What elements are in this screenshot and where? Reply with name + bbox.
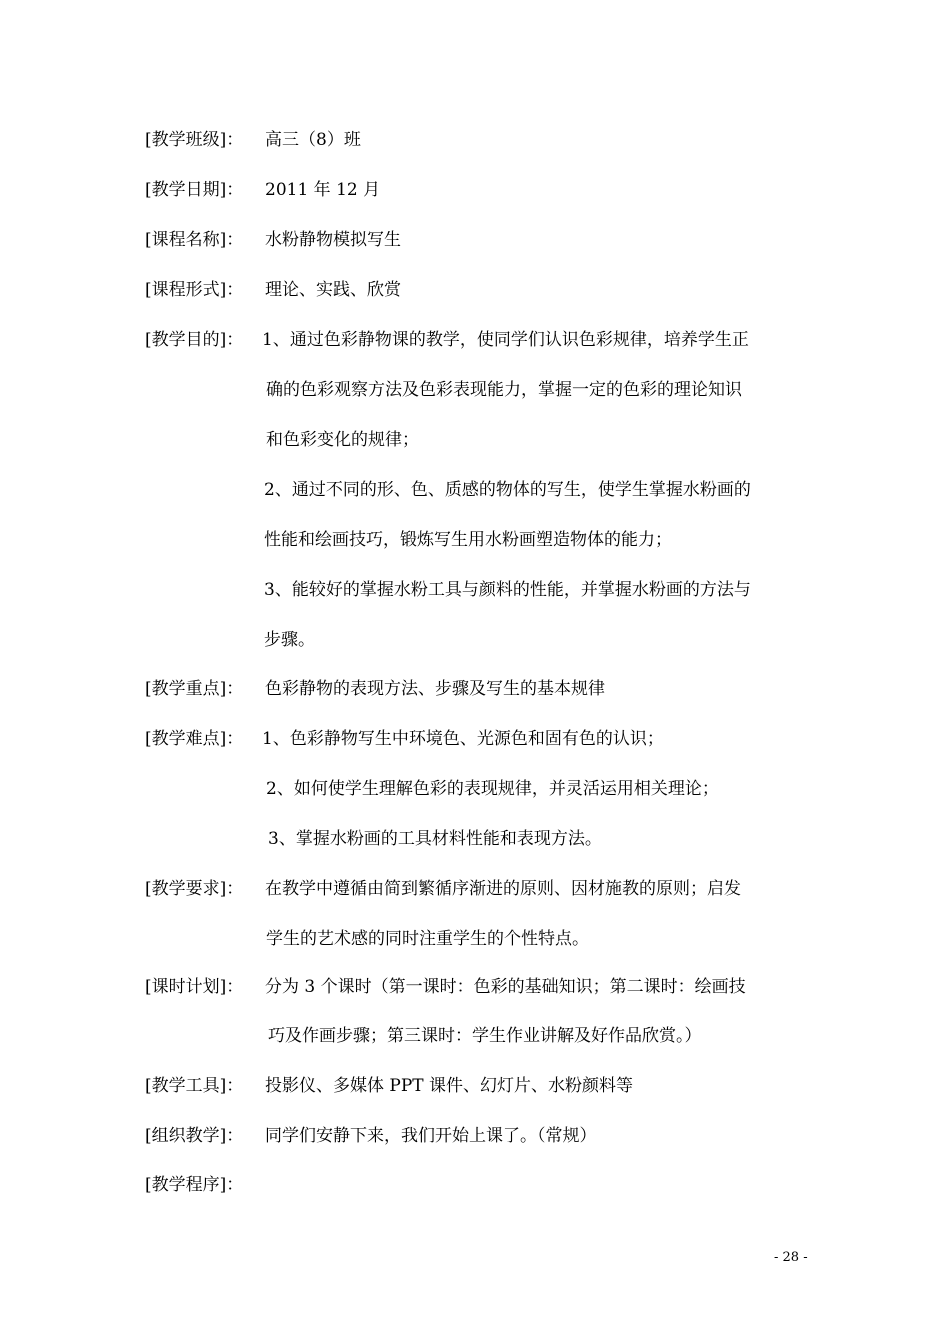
label-class: [教学班级]： bbox=[145, 130, 244, 150]
goals-line-7: 步骤。 bbox=[264, 630, 315, 650]
label-difficulties: [教学难点]： bbox=[145, 729, 244, 749]
value-tools: 投影仪、多媒体 PPT 课件、幻灯片、水粉颜料等 bbox=[265, 1076, 634, 1096]
goals-line-1: 1、通过色彩静物课的教学，使同学们认识色彩规律，培养学生正 bbox=[262, 330, 749, 350]
label-tools: [教学工具]： bbox=[145, 1076, 244, 1096]
label-goals: [教学目的]： bbox=[145, 330, 244, 350]
value-organization: 同学们安静下来，我们开始上课了。（常规） bbox=[265, 1126, 597, 1146]
label-date: [教学日期]： bbox=[145, 180, 244, 200]
difficulties-line-1: 1、色彩静物写生中环境色、光源色和固有色的认识； bbox=[262, 729, 664, 749]
goals-line-3: 和色彩变化的规律； bbox=[266, 430, 419, 450]
requirements-line-2: 学生的艺术感的同时注重学生的个性特点。 bbox=[266, 929, 589, 949]
value-key-points: 色彩静物的表现方法、步骤及写生的基本规律 bbox=[265, 679, 605, 699]
goals-line-6: 3、能较好的掌握水粉工具与颜料的性能，并掌握水粉画的方法与 bbox=[264, 580, 751, 600]
goals-line-2: 确的色彩观察方法及色彩表现能力，掌握一定的色彩的理论知识 bbox=[266, 380, 742, 400]
value-class: 高三（8）班 bbox=[265, 130, 361, 150]
schedule-line-1: 分为 3 个课时（第一课时：色彩的基础知识；第二课时：绘画技 bbox=[265, 977, 746, 997]
page-number: - 28 - bbox=[774, 1250, 808, 1265]
label-schedule: [课时计划]： bbox=[145, 977, 244, 997]
label-course-name: [课程名称]： bbox=[145, 230, 244, 250]
difficulties-line-3: 3、掌握水粉画的工具材料性能和表现方法。 bbox=[268, 829, 602, 849]
requirements-line-1: 在教学中遵循由简到繁循序渐进的原则、因材施教的原则；启发 bbox=[265, 879, 741, 899]
value-course-form: 理论、实践、欣赏 bbox=[265, 280, 401, 300]
label-procedure: [教学程序]： bbox=[145, 1175, 244, 1195]
goals-line-4: 2、通过不同的形、色、质感的物体的写生，使学生掌握水粉画的 bbox=[264, 480, 751, 500]
value-date: 2011 年 12 月 bbox=[265, 180, 381, 200]
label-course-form: [课程形式]： bbox=[145, 280, 244, 300]
label-organization: [组织教学]： bbox=[145, 1126, 244, 1146]
label-requirements: [教学要求]： bbox=[145, 879, 244, 899]
label-key-points: [教学重点]： bbox=[145, 679, 244, 699]
goals-line-5: 性能和绘画技巧，锻炼写生用水粉画塑造物体的能力； bbox=[264, 530, 672, 550]
schedule-line-2: 巧及作画步骤；第三课时：学生作业讲解及好作品欣赏。） bbox=[268, 1026, 702, 1046]
difficulties-line-2: 2、如何使学生理解色彩的表现规律，并灵活运用相关理论； bbox=[266, 779, 719, 799]
value-course-name: 水粉静物模拟写生 bbox=[265, 230, 401, 250]
